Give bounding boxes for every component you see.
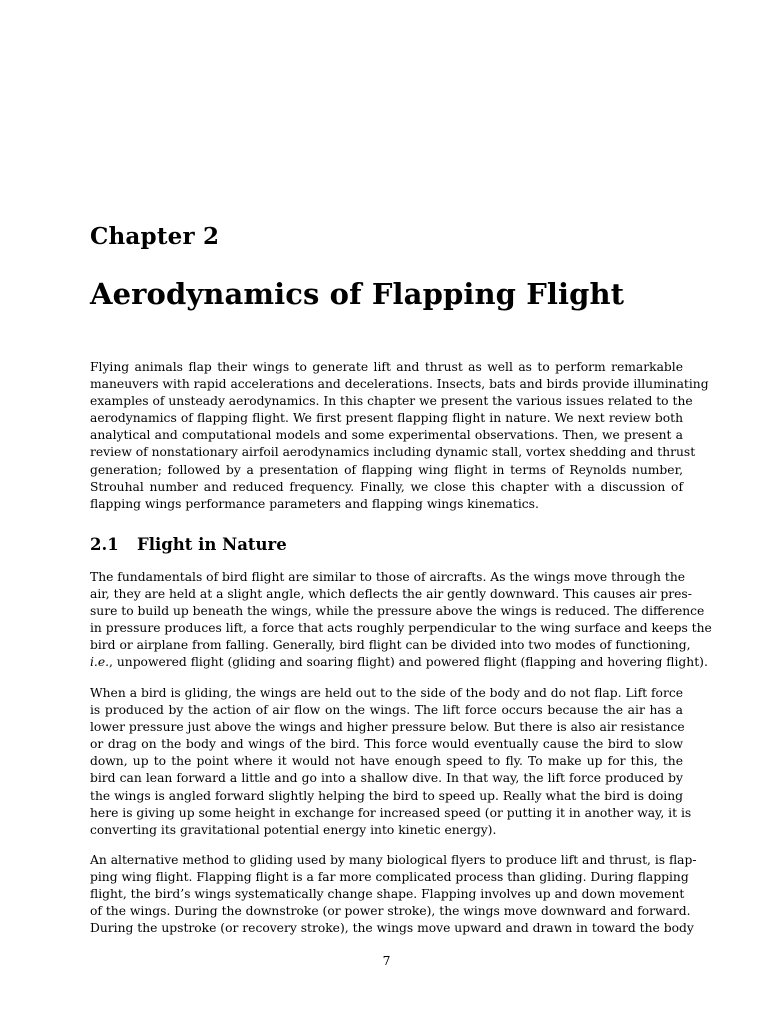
text-line: down, up to the point where it would not have enough speed to fly. To make up for this, the xyxy=(90,754,683,769)
text-line: is produced by the action of air flow on the wings. The lift force occurs because the air has a xyxy=(90,703,683,718)
text-line: When a bird is gliding, the wings are held out to the side of the body and do not flap. Lift force xyxy=(90,686,683,700)
text-line: examples of unsteady aerodynamics. In this chapter we present the various issues related to the xyxy=(90,394,693,409)
body-paragraph xyxy=(90,569,712,672)
text-line: of the wings. During the downstroke (or power stroke), the wings move downward and forward. xyxy=(90,904,691,919)
section-title: Flight in Nature xyxy=(137,535,287,554)
body-paragraph xyxy=(90,685,692,839)
text-span: , unpowered flight (gliding and soaring flight) and powered flight (flapping and hovering flight). xyxy=(109,655,708,670)
text-line: flight, the bird’s wings systematically change shape. Flapping involves up and down movement xyxy=(90,887,685,902)
chapter-label: Chapter 2 xyxy=(90,223,220,250)
text-line: generation; followed by a presentation of flapping wing flight in terms of Reynolds number, xyxy=(90,462,683,477)
ie-abbreviation: i.e. xyxy=(90,655,110,670)
text-line xyxy=(90,654,708,671)
section-number: 2.1 xyxy=(90,535,119,554)
text-line: flapping wings performance parameters and flapping wings kinematics. xyxy=(90,496,539,511)
text-line: Flying animals flap their wings to generate lift and thrust as well as to perform remarkable xyxy=(90,360,683,374)
text-line: sure to build up beneath the wings, while the pressure above the wings is reduced. The difference xyxy=(90,604,705,619)
text-line: aerodynamics of flapping flight. We first present flapping flight in nature. We next review both xyxy=(90,411,683,426)
text-line: bird or airplane from falling. Generally, bird flight can be divided into two modes of functioning, xyxy=(90,638,691,653)
text-line: maneuvers with rapid accelerations and decelerations. Insects, bats and birds provide illuminating xyxy=(90,377,709,392)
text-line: lower pressure just above the wings and higher pressure below. But there is also air resistance xyxy=(90,720,685,735)
text-line: Strouhal number and reduced frequency. Finally, we close this chapter with a discussion of xyxy=(90,479,683,494)
text-line: ping wing flight. Flapping flight is a far more complicated process than gliding. During flapping xyxy=(90,870,689,885)
page-number: 7 xyxy=(382,954,391,968)
text-line: air, they are held at a slight angle, which deflects the air gently downward. This causes air pres- xyxy=(90,587,692,602)
text-line: here is giving up some height in exchange for increased speed (or putting it in another way, it is xyxy=(90,805,692,820)
section-heading xyxy=(90,535,287,554)
page xyxy=(90,0,712,1024)
intro-paragraph xyxy=(90,359,709,513)
text-line: bird can lean forward a little and go into a shallow dive. In that way, the lift force produced by xyxy=(90,771,683,786)
text-line: in pressure produces lift, a force that acts roughly perpendicular to the wing surface and keeps the xyxy=(90,621,712,636)
text-line: review of nonstationary airfoil aerodynamics including dynamic stall, vortex shedding and thrust xyxy=(90,445,696,460)
text-line: An alternative method to gliding used by many biological flyers to produce lift and thrust, is flap- xyxy=(90,853,697,867)
text-line: During the upstroke (or recovery stroke), the wings move upward and drawn in toward the body xyxy=(90,921,694,936)
text-line: analytical and computational models and some experimental observations. Then, we present a xyxy=(90,428,683,443)
text-line: converting its gravitational potential energy into kinetic energy). xyxy=(90,822,497,837)
text-line: the wings is angled forward slightly helping the bird to speed up. Really what the bird is doing xyxy=(90,788,683,803)
chapter-title: Aerodynamics of Flapping Flight xyxy=(90,277,625,311)
body-paragraph xyxy=(90,852,697,937)
text-line: or drag on the body and wings of the bird. This force would eventually cause the bird to slow xyxy=(90,737,683,752)
text-line: The fundamentals of bird flight are similar to those of aircrafts. As the wings move through the xyxy=(90,570,686,584)
